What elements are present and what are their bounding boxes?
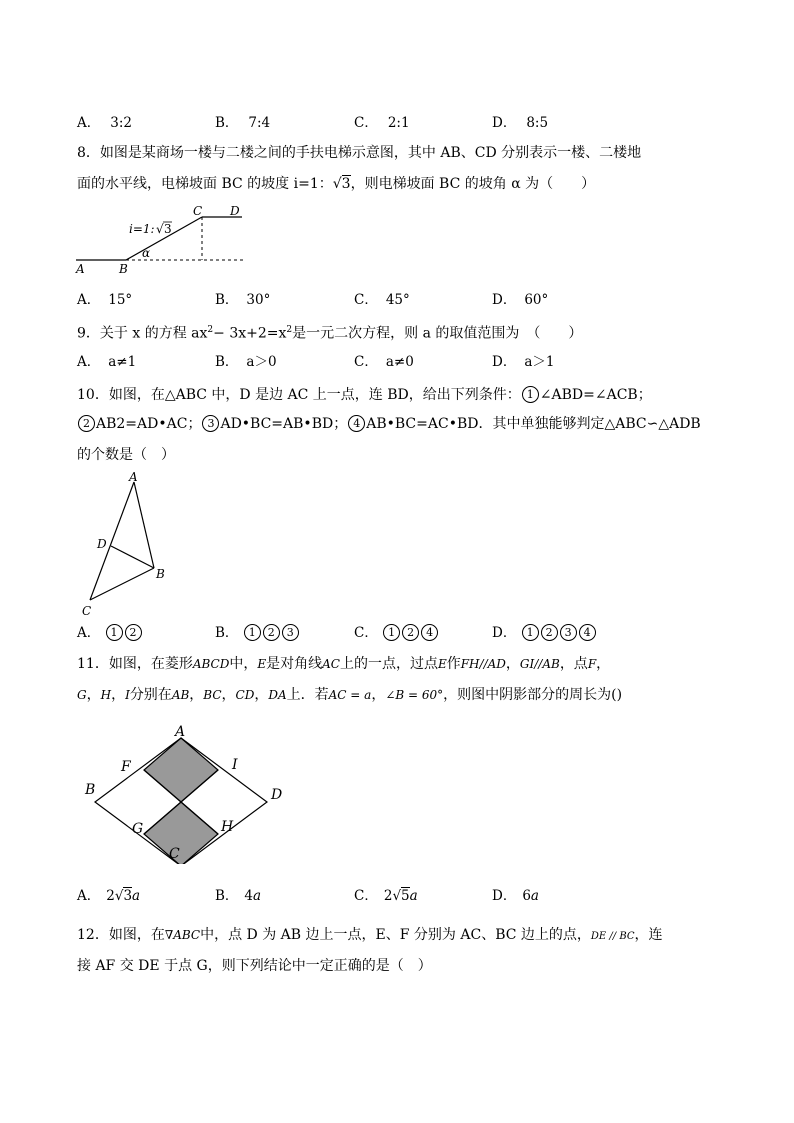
q8-option-b: B． 30° (215, 292, 271, 308)
svg-text:C: C (169, 846, 180, 862)
circled-1: 1 (244, 624, 261, 641)
circled-3: 3 (202, 415, 219, 432)
circled-4: 4 (348, 415, 365, 432)
circled-2: 2 (263, 624, 280, 641)
circled-4: 4 (421, 624, 438, 641)
q10-option-c: C． 1 2 4 (354, 623, 439, 643)
svg-text:B: B (156, 567, 165, 581)
sqrt-symbol: √ (332, 176, 342, 192)
q10-stem-line3: 的个数是（ ） (77, 447, 175, 463)
svg-text:D: D (97, 537, 107, 551)
q9-option-d: D． a＞1 (492, 354, 555, 370)
q11-option-b: B． 4a (215, 888, 262, 904)
rhombus-figure (82, 718, 292, 864)
q8-stem-line2: 面的水平线，电梯坡面 BC 的坡度 i=1：√3，则电梯坡面 BC 的坡角 α 为（ ） (77, 176, 596, 192)
svg-text:3: 3 (164, 222, 172, 236)
escalator-figure (74, 203, 246, 277)
svg-text:H: H (221, 819, 234, 835)
q11-stem-line1: 11．如图，在菱形ABCD中，E是对角线AC上的一点，过点E作FH//AD，GI//AB，点F， (77, 656, 611, 672)
q10-option-a: A． 1 2 (77, 623, 143, 643)
q12-stem-line2: 接 AF 交 DE 于点 G，则下列结论中一定正确的是（ ） (77, 958, 432, 974)
circled-2: 2 (125, 624, 142, 641)
q11-stem-line2: G，H，I分别在AB，BC，CD，DA上．若AC = a，∠B = 60°，则图中阴影部分的周长为() (77, 687, 623, 703)
q8-option-c: C． 45° (354, 292, 410, 308)
q8-option-d: D． 60° (492, 292, 549, 308)
svg-text:α: α (142, 246, 151, 260)
q8-stem-line1: 8．如图是某商场一楼与二楼之间的手扶电梯示意图，其中 AB、CD 分别表示一楼、二楼地 (77, 145, 642, 161)
circled-1: 1 (522, 386, 539, 403)
circled-1: 1 (106, 624, 123, 641)
q10-stem-line1: 10．如图，在△ABC 中，D 是边 AC 上一点，连 BD，给出下列条件： 1 ∠ABD=∠ACB； (77, 387, 652, 403)
q11-option-c: C． 2√5a (354, 888, 418, 904)
svg-text:A: A (76, 262, 85, 276)
q7-option-c: C． 2:1 (354, 115, 410, 131)
q11-option-d: D． 6a (492, 888, 539, 904)
q10-option-d: D． 1 2 3 4 (492, 623, 597, 643)
circled-2: 2 (78, 415, 95, 432)
shaded-region-bottom (144, 802, 218, 864)
circled-1: 1 (383, 624, 400, 641)
svg-text:F: F (121, 759, 131, 775)
svg-text:B: B (119, 262, 128, 276)
q9-option-a: A． a≠1 (77, 354, 137, 370)
circled-3: 3 (560, 624, 577, 641)
svg-text:C: C (82, 604, 92, 618)
triangle-figure (78, 470, 173, 620)
shaded-region-top (144, 738, 218, 802)
circled-4: 4 (579, 624, 596, 641)
q8-option-a: A． 15° (77, 292, 133, 308)
svg-text:I: I (232, 757, 238, 773)
q7-option-d: D． 8:5 (492, 115, 549, 131)
svg-text:D: D (230, 204, 240, 218)
circled-3: 3 (282, 624, 299, 641)
svg-text:A: A (129, 470, 138, 484)
svg-text:i=1:: i=1: (129, 222, 155, 236)
q9-stem: 9．关于 x 的方程 $ax^2- 3x+2=x^2$是一元二次方程，则 a 的取值范围为 （ ） (77, 325, 583, 342)
svg-text:√: √ (156, 222, 164, 236)
circled-2: 2 (541, 624, 558, 641)
svg-text:C: C (193, 204, 203, 218)
svg-text:A: A (175, 724, 186, 740)
q11-option-a: A． 2√3a (77, 888, 141, 904)
circled-2: 2 (402, 624, 419, 641)
svg-text:G: G (132, 821, 144, 837)
circled-1: 1 (522, 624, 539, 641)
q10-stem-line2: 2 AB2=AD•AC； 3 AD•BC=AB•BD； 4 AB•BC=AC•BD．其中单独能够判定△ABC∽△ADB (77, 414, 701, 434)
q10-option-b: B． 1 2 3 (215, 623, 300, 643)
q7-option-a: A． 3:2 (77, 115, 132, 131)
q9-option-c: C． a≠0 (354, 354, 414, 370)
q7-option-b: B． 7:4 (215, 115, 271, 131)
svg-text:D: D (271, 787, 283, 803)
q12-stem-line1: 12．如图，在∇ABC中，点 D 为 AB 边上一点，E、F 分别为 AC、BC 边上的点，DE // BC，连 (77, 927, 663, 943)
q9-option-b: B． a＞0 (215, 354, 277, 370)
svg-text:B: B (85, 782, 96, 798)
